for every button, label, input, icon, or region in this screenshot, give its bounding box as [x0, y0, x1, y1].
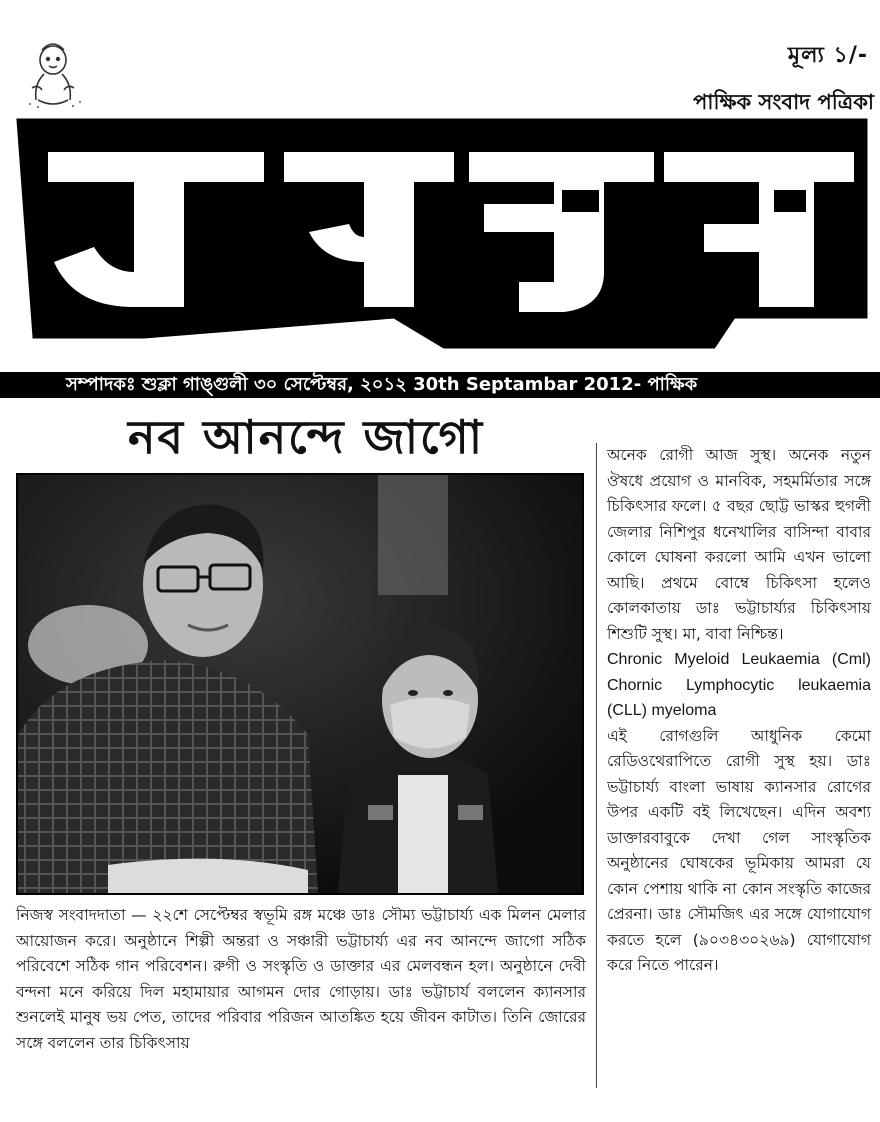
article-body-right-para-1: অনেক রোগী আজ সুস্থ। অনেক নতুন ঔষধে প্রয়োগ ও মানবিক, সহমর্মিতার সঙ্গে চিকিৎসার ফলে। ৫ বছর ছোট্ট ভাস্কর হুগলী জেলার নিশিপুর ধনেখালির বাসিন্দা বাবার কোলে ঘোষনা করলো আমি এখন ভালো আছি। প্রথমে বোম্বে চিকিৎসা হলেও কোলকাতায় ডাঃ ভট্টাচার্য্যর চিকিৎসায় শিশুটি সুস্থ। মা, বাবা নিশ্চিন্ত। [607, 446, 871, 643]
article-headline: নব আনন্দে জাগো [127, 410, 485, 464]
masthead-title [14, 112, 870, 362]
column-divider [596, 443, 597, 1088]
article-body-left: নিজস্ব সংবাদদাতা — ২২শে সেপ্টেম্বর স্বভূমি রঙ্গ মঞ্চে ডাঃ সৌম্য ভট্টাচার্য্য এক মিলন মেলার আয়োজন করে। অনুষ্ঠানে শিল্পী অন্তরা ও সঞ্চারী ভট্টাচার্য্য এর নব আনন্দে জাগো সঠিক পরিবেশে সঠিক গান পরিবেশন। রুগী ও সংস্কৃতি ও ডাক্তার এর মেলবন্ধন হল। অনুষ্ঠানে দেবী বন্দনা মনে করিয়ে দিল মহামায়ার আগমন দোর গোড়ায়। ডাঃ ভট্টাচার্য বললেন ক্যানসার শুনলেই মানুষ ভয় পেত, তাদের পরিবার পরিজন আতঙ্কিত হয়ে জীবন কাটাত। তিনি জোরের সঙ্গে বললেন তার চিকিৎসায় [16, 906, 586, 1052]
article-body-right-english: Chronic Myeloid Leukaemia (Cml) Chornic Lymphocytic leukaemia (CLL) myeloma [607, 651, 871, 719]
price-label: মূল্য ১/- [787, 43, 868, 68]
article-body-right [607, 443, 871, 979]
editor-date-band [0, 372, 880, 398]
article-body-right-para-2: এই রোগগুলি আধুনিক কেমো রেডিওথেরাপিতে রোগী সুস্থ হয়। ডাঃ ভট্টাচার্য্য বাংলা ভাষায় ক্যানসার রোগের উপর একটি বই লিখেছেন। এদিন অবশ্য ডাক্তারবাবুকে দেখা গেল সাংস্কৃতিক অনুষ্ঠানের ঘোষকের ভূমিকায় আমরা যে কোন পেশায় থাকি না কোন সংস্কৃতি কাজের প্রেরনা। ডাঃ সৌমজিৎ এর সঙ্গে যোগাযোগ করতে হলে (৯০৩৪৩০২৬৯) যোগাযোগ করে নিতে পারেন। [607, 726, 871, 974]
newspaper-subtitle: পাক্ষিক সংবাদ পত্রিকা [693, 90, 874, 114]
photo-doctor-and-child [16, 473, 584, 895]
editor-date-text: সম্পাদকঃ শুক্লা গাঙ্গুলী ৩০ সেপ্টেম্বর, ২০১২ 30th Septambar 2012- পাক্ষিক [66, 374, 698, 395]
child-deity-icon [18, 38, 88, 110]
